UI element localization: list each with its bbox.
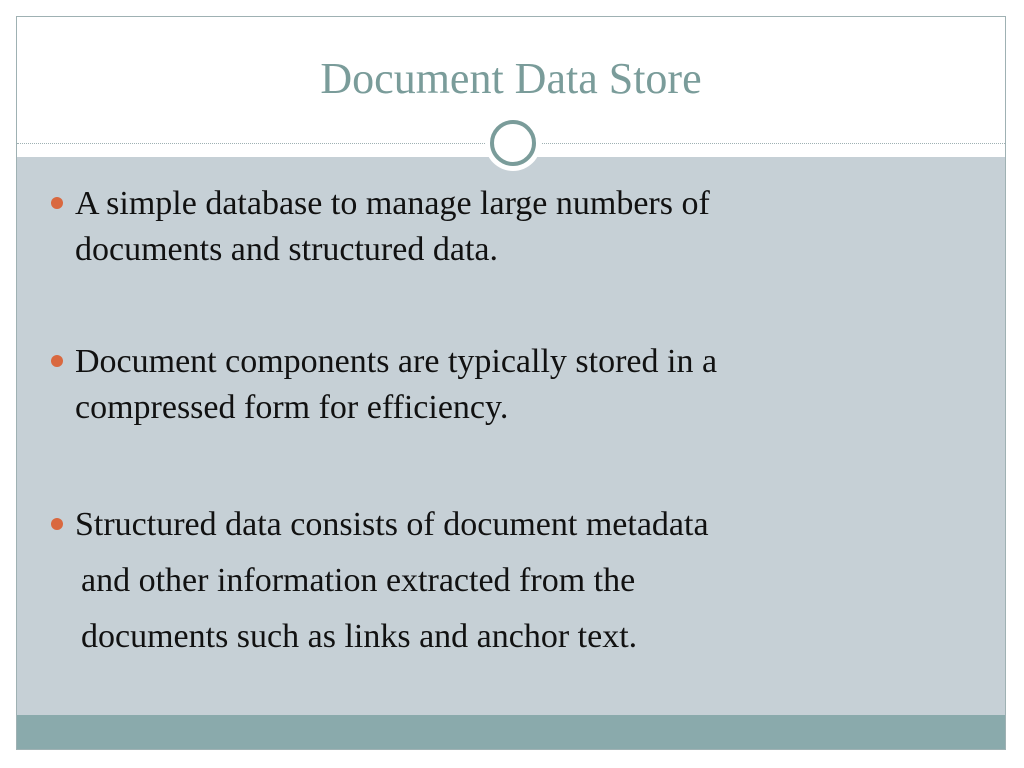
bullet-dot-icon bbox=[51, 518, 63, 530]
bullet-item bbox=[49, 181, 949, 273]
slide bbox=[16, 16, 1006, 750]
bullet-line: documents such as links and anchor text. bbox=[81, 618, 638, 655]
bullet-line: and other information extracted from the bbox=[81, 562, 636, 599]
slide-title: Document Data Store bbox=[320, 54, 702, 103]
bullet-line: compressed form for efficiency. bbox=[75, 389, 509, 426]
bullet-dot-icon bbox=[51, 197, 63, 209]
bullet-item bbox=[49, 497, 949, 665]
bullet-line: A simple database to manage large numbers of bbox=[75, 185, 710, 222]
bullet-item bbox=[49, 339, 949, 431]
bullet-line: documents and structured data. bbox=[75, 231, 498, 268]
bullet-line: Document components are typically stored in a bbox=[75, 343, 718, 380]
ring-icon bbox=[485, 115, 541, 171]
bullet-line: Structured data consists of document metadata bbox=[75, 506, 709, 543]
bullet-list bbox=[49, 181, 949, 665]
footer-bar bbox=[17, 715, 1005, 749]
bullet-dot-icon bbox=[51, 355, 63, 367]
